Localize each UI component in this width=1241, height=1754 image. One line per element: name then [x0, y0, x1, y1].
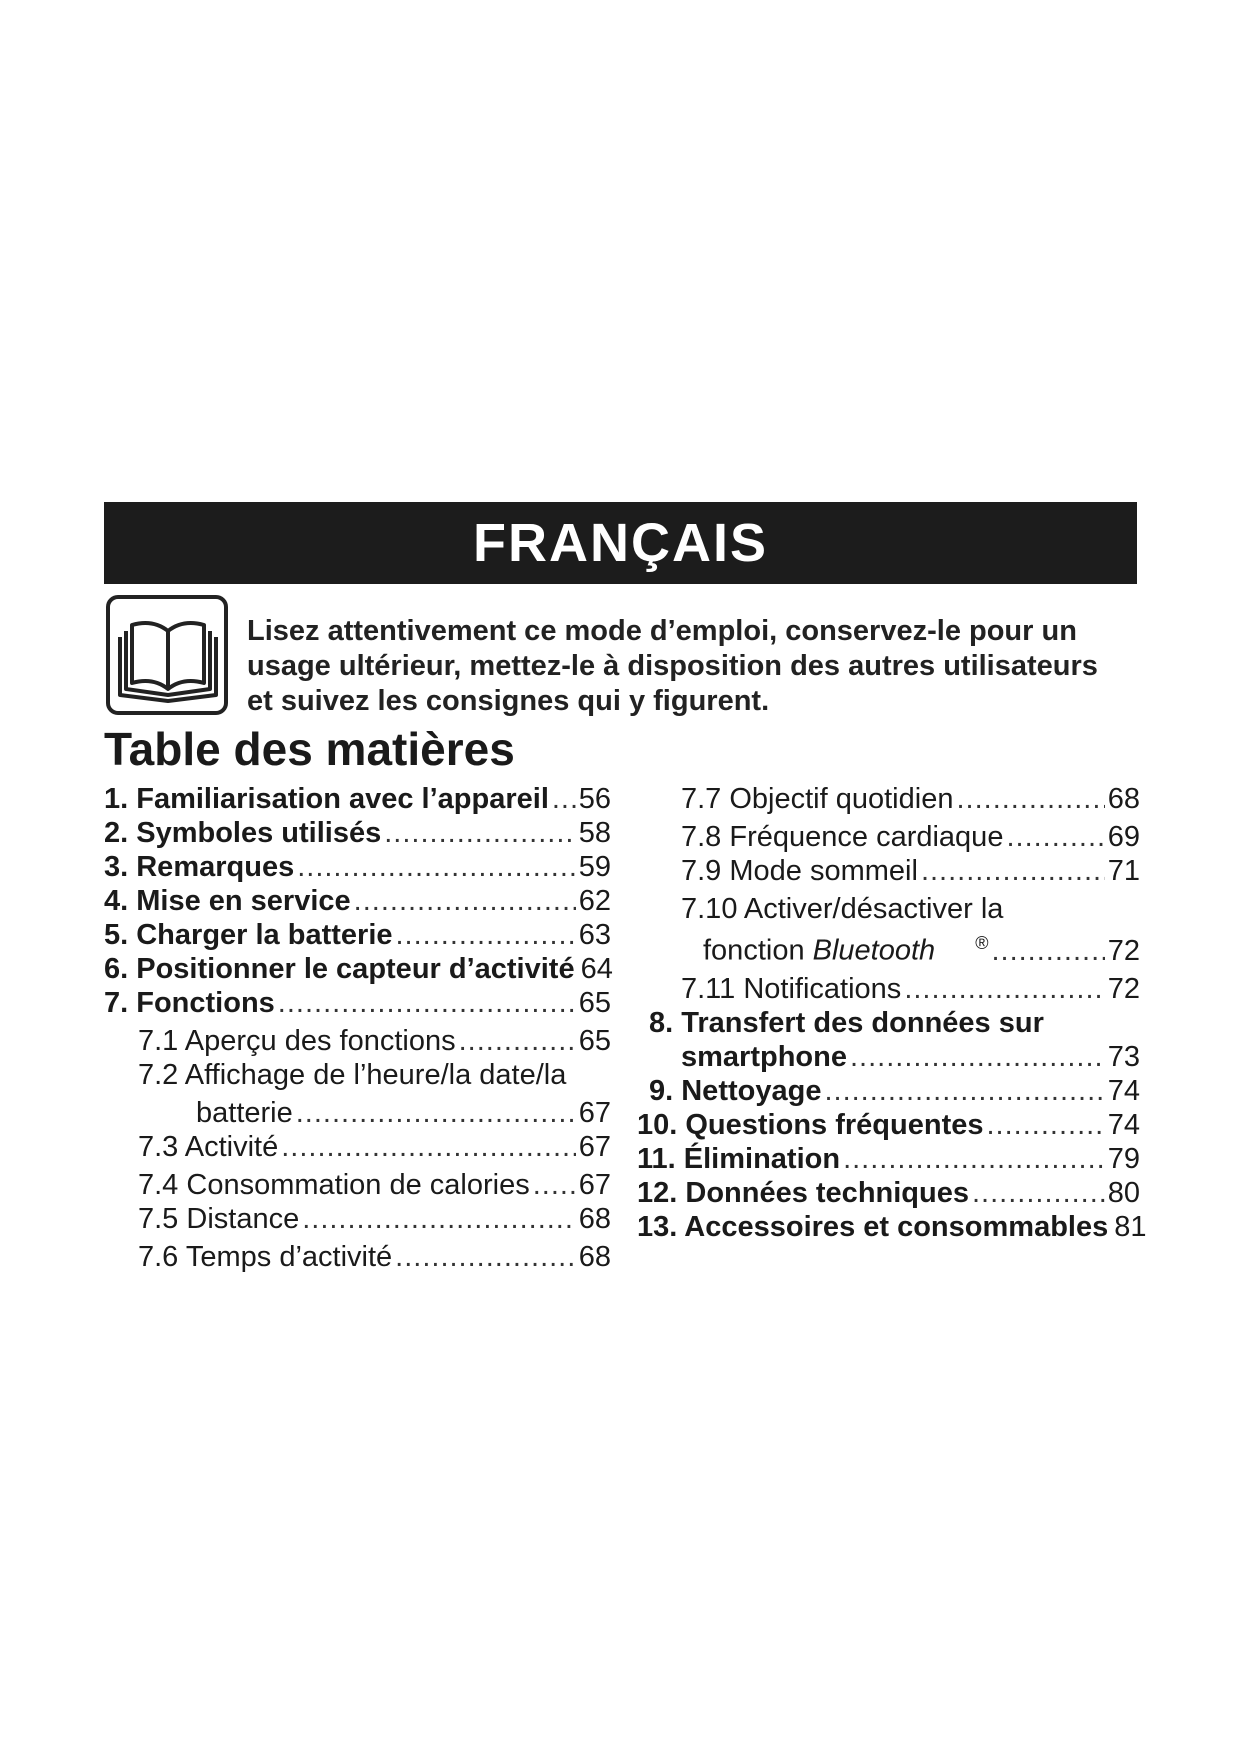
toc-subentry[interactable]: 7.9 Mode sommeil ..... 71	[637, 854, 1140, 888]
toc-right-column	[637, 782, 1147, 1244]
bluetooth-name: Bluetooth	[812, 934, 936, 967]
book-icon	[106, 595, 228, 715]
toc-entry[interactable]: 11. Élimination ..... 79	[637, 1142, 1140, 1176]
toc-entry-line2[interactable]: smartphone ..... 73	[637, 1040, 1140, 1074]
bluetooth-prefix: fonction	[703, 934, 805, 967]
toc-subentry-line1[interactable]: 7.2 Affichage de l’heure/la date/la	[138, 1059, 567, 1091]
safety-notice	[247, 614, 1147, 719]
toc-entry[interactable]: 7. Fonctions ..... 65	[104, 986, 611, 1020]
toc-entry[interactable]: 5. Charger la batterie ..... 63	[104, 918, 611, 952]
language-banner	[104, 502, 1137, 584]
toc-entry[interactable]: 4. Mise en service ..... 62	[104, 884, 611, 918]
toc-entry[interactable]: 13. Accessoires et consommables 81	[637, 1210, 1147, 1243]
toc-entry[interactable]: 9. Nettoyage ..... 74	[637, 1074, 1140, 1108]
toc-subentry-line2[interactable]: fonction Bluetooth ® ..... 72	[637, 926, 1140, 968]
toc-title: Table des matières	[104, 723, 515, 775]
toc-subentry[interactable]: 7.8 Fréquence cardiaque ..... 69	[637, 820, 1140, 854]
toc-left-column	[104, 782, 611, 1274]
toc-entry[interactable]: 1. Familiarisation avec l’appareil ..... 56	[104, 782, 611, 816]
toc-entry-line1[interactable]: 8. Transfert des données sur	[649, 1006, 1044, 1039]
toc-subentry[interactable]: 7.11 Notifications ..... 72	[637, 972, 1140, 1006]
notice-line: usage ultérieur, mettez-le à disposition des autres utilisateurs	[247, 650, 1098, 682]
toc-subentry[interactable]: 7.5 Distance ..... 68	[104, 1202, 611, 1236]
toc-entry[interactable]: 12. Données techniques ..... 80	[637, 1176, 1140, 1210]
registered-mark: ®	[975, 933, 989, 953]
toc-entry[interactable]: 3. Remarques ..... 59	[104, 850, 611, 884]
book-icon-graphic	[116, 609, 220, 705]
toc-subentry-line2[interactable]: batterie ..... 67	[104, 1096, 611, 1130]
toc-subentry[interactable]: 7.7 Objectif quotidien ..... 68	[637, 782, 1140, 816]
toc-entry[interactable]: 6. Positionner le capteur d’activité 64	[104, 953, 613, 985]
toc-subentry[interactable]: 7.1 Aperçu des fonctions ..... 65	[104, 1024, 611, 1058]
toc-entry[interactable]: 2. Symboles utilisés ..... 58	[104, 816, 611, 850]
toc-entry[interactable]: 10. Questions fréquentes ..... 74	[637, 1108, 1140, 1142]
toc-subentry[interactable]: 7.6 Temps d’activité ..... 68	[104, 1240, 611, 1274]
toc-subentry[interactable]: 7.3 Activité ..... 67	[104, 1130, 611, 1164]
language-title: FRANÇAIS	[473, 513, 768, 573]
notice-line: et suivez les consignes qui y figurent.	[247, 685, 770, 717]
notice-line: Lisez attentivement ce mode d’emploi, conservez-le pour un	[247, 615, 1077, 647]
toc-subentry-line1[interactable]: 7.10 Activer/désactiver la	[681, 893, 1004, 925]
toc-subentry[interactable]: 7.4 Consommation de calories ..... 67	[104, 1168, 611, 1202]
